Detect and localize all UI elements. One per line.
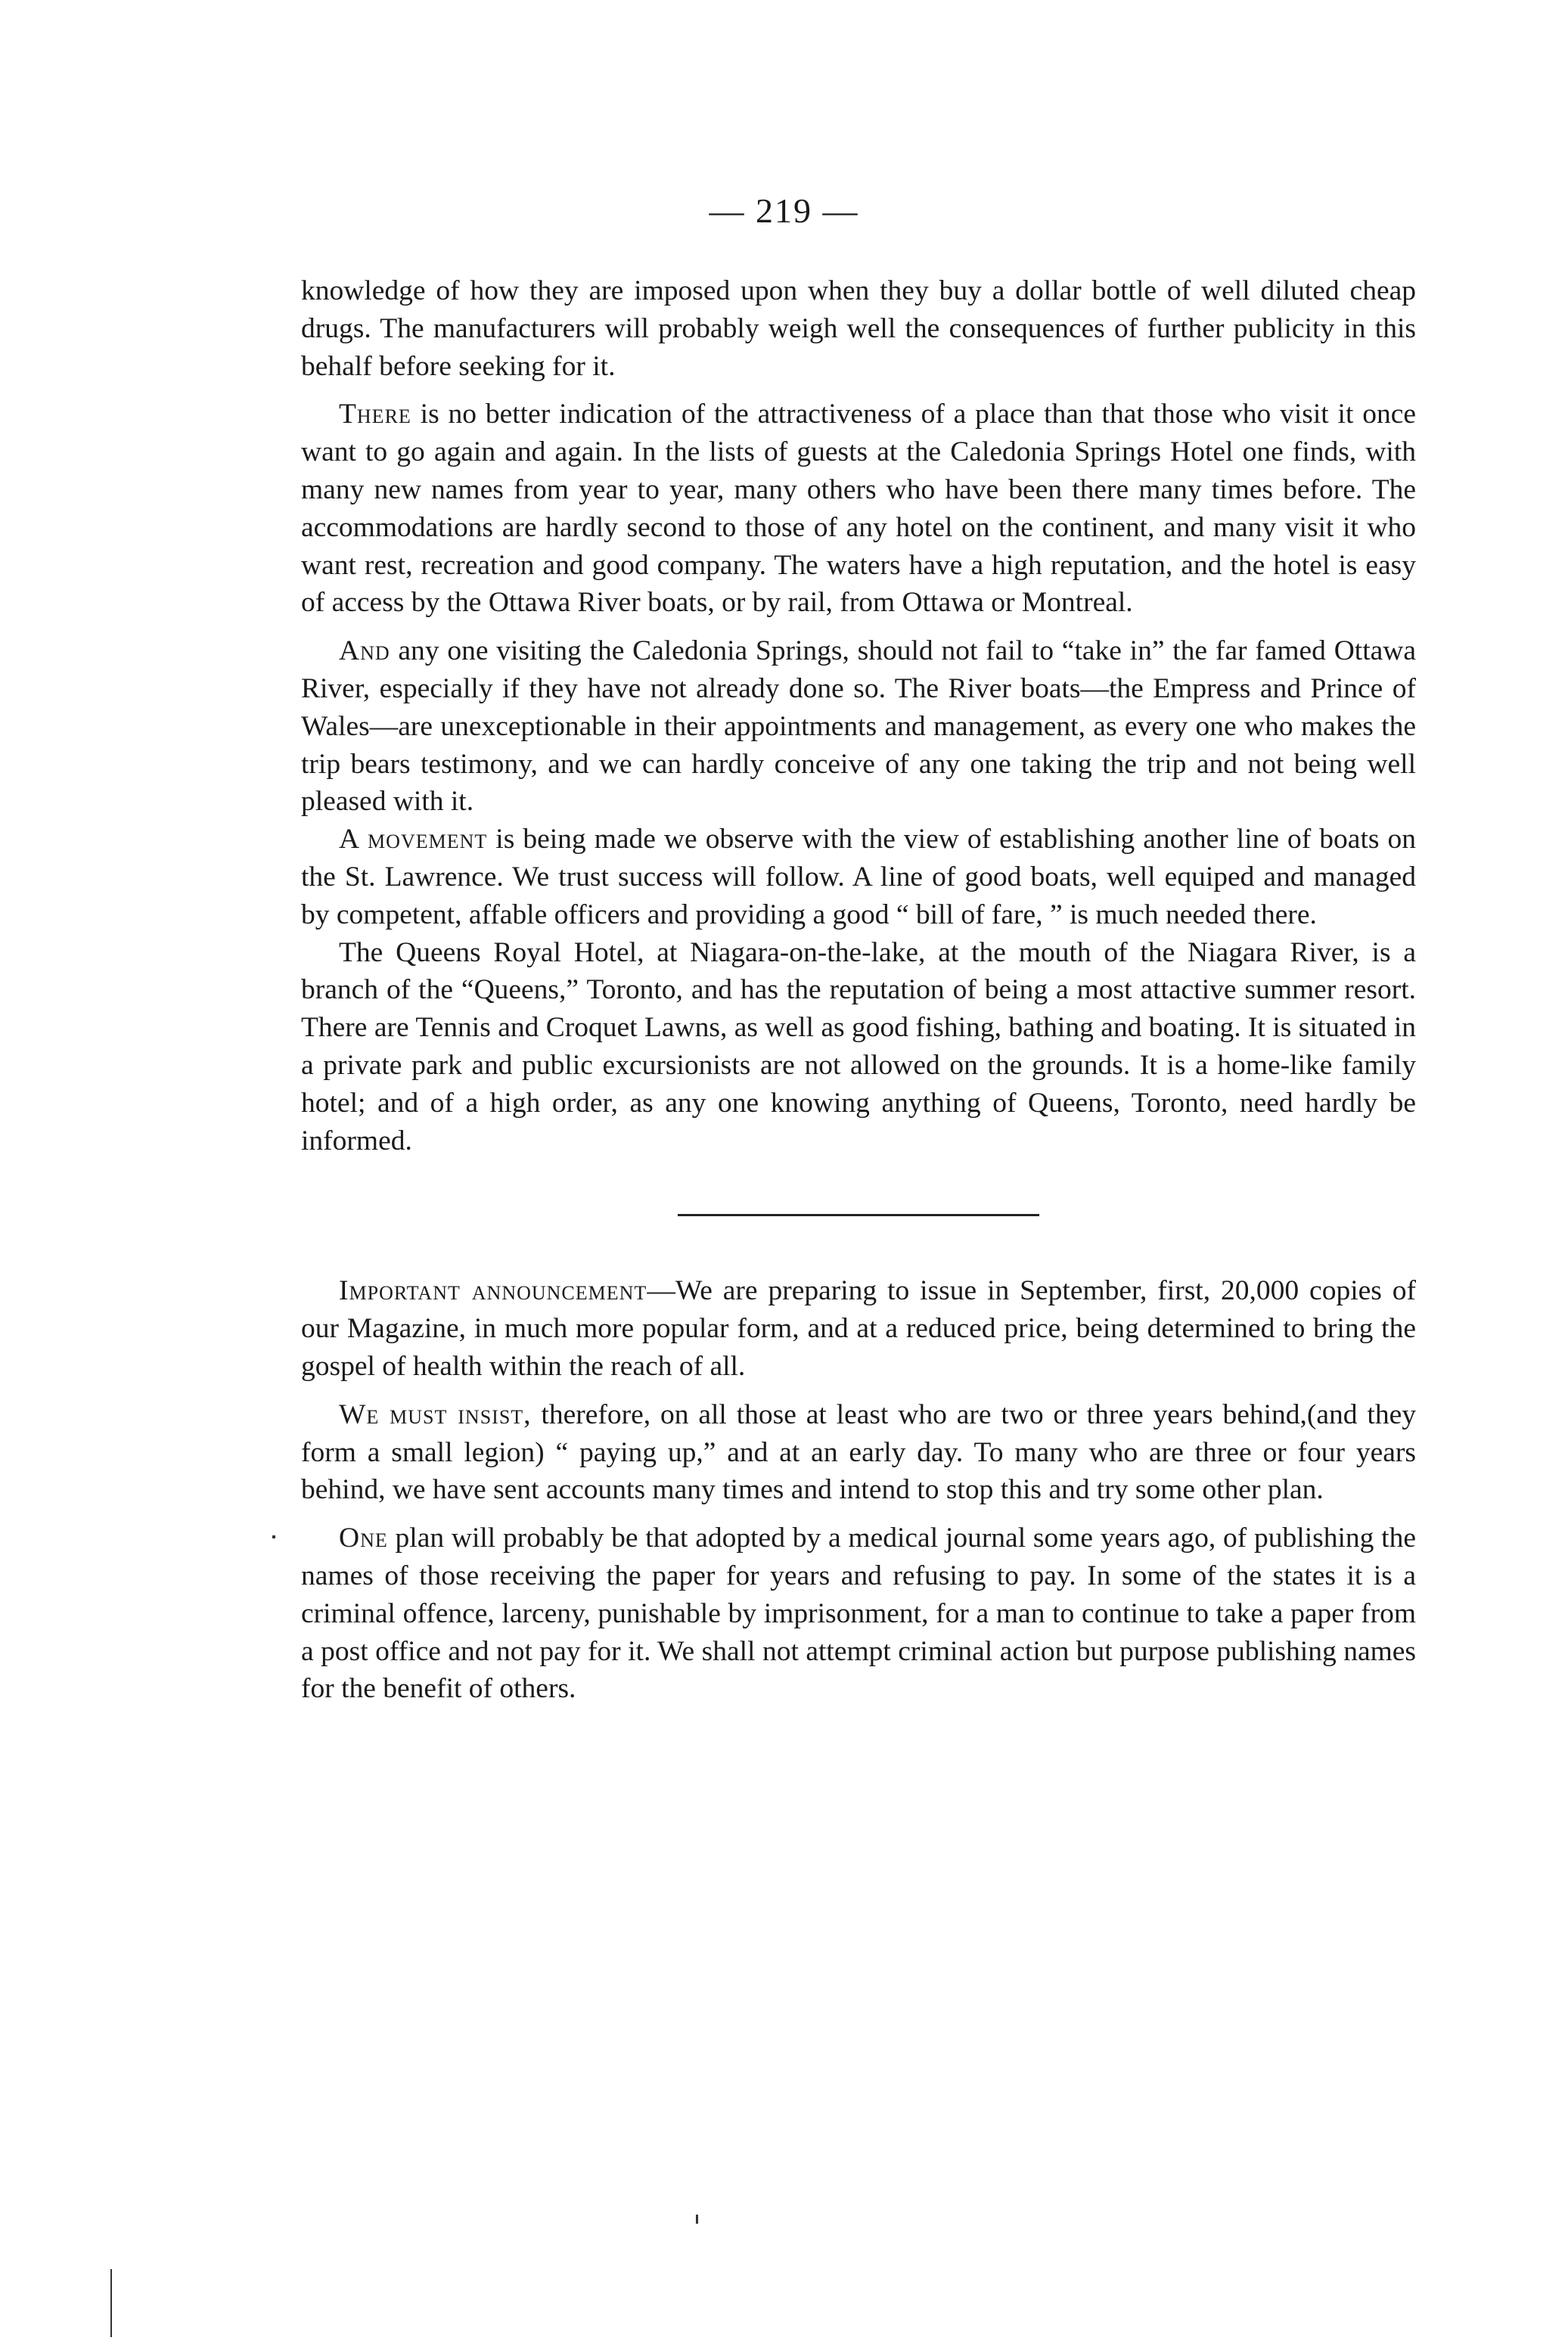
paragraph-must-insist <box>301 1396 1416 1509</box>
paragraph-lead: A movement <box>339 824 488 855</box>
margin-dot-mark <box>272 1535 275 1538</box>
text-column <box>301 272 1416 1708</box>
paragraph-st-lawrence-boats <box>301 821 1416 933</box>
paragraph-continuation <box>301 272 1416 385</box>
paragraph-lead: Important announcement <box>339 1275 647 1307</box>
page-number: — 219 — <box>709 191 859 230</box>
margin-tick-mark <box>696 2215 698 2224</box>
paragraph-text: —We are preparing to issue in September, first, 20,000 copies of our Magazine, in much more popular form, and at a reduced price, being determined to bring the gospel of health within the reach of all. <box>301 1275 1417 1382</box>
paragraph-ottawa-river <box>301 632 1416 821</box>
paragraph-lead: There <box>339 399 411 430</box>
paragraph-lead: One <box>339 1523 388 1554</box>
paragraph-text: any one visiting the Caledonia Springs, should not fail to “take in” the far famed Ottawa River, especially if they have not already done so. The River boats—the Empress and Prince of Wales—are unexceptionable in their appointments and management, as every one who makes the trip bears testimony, and we can hardly conceive of any one taking the trip and not being well pleased with it. <box>301 635 1416 818</box>
section-divider <box>678 1214 1039 1216</box>
paragraph-publishing-names <box>301 1520 1416 1708</box>
paragraph-important-announcement <box>301 1272 1416 1385</box>
paragraph-lead: We must insist, <box>339 1399 532 1430</box>
paragraph-text: is being made we observe with the view of establishing another line of boats on the St. Lawrence. We trust success will follow. A line of good boats, well equiped and managed by competent, affable officers and providing a good “ bill of fare, ” is much needed there. <box>301 824 1416 930</box>
paragraph-text: knowledge of how they are imposed upon when they buy a dollar bottle of well diluted cheap drugs. The manufacturers will probably weigh well the consequences of further publicity in this behalf before seeking for it. <box>301 275 1416 382</box>
paragraph-caledonia-springs <box>301 396 1416 622</box>
paragraph-text: is no better indication of the attractiveness of a place than that those who visit it once want to go again and again. In the lists of guests at the Caledonia Springs Hotel one finds, with many new names from year to year, many others who have been there many times before. The accommodations are hardly second to those of any hotel on the continent, and many visit it who want rest, recreation and good company. The waters have a high reputation, and the hotel is easy of access by the Ottawa River boats, or by rail, from Ottawa or Montreal. <box>301 399 1416 619</box>
paragraph-queens-royal-hotel <box>301 934 1416 1160</box>
paragraph-text: The Queens Royal Hotel, at Niagara-on-the-lake, at the mouth of the Niagara River, is a branch of the “Queens,” Toronto, and has the reputation of being a most attactive summer resort. There are Tennis and Croquet Lawns, as well as good fishing, bathing and boating. It is situated in a private park and public excursionists are not allowed on the grounds. It is a home-like family hotel; and of a high order, as any one knowing anything of Queens, Toronto, need hardly be informed. <box>301 936 1416 1156</box>
left-edge-binding-mark <box>110 2269 112 2337</box>
paragraph-text: plan will probably be that adopted by a medical journal some years ago, of publishing the names of those receiving the paper for years and refusing to pay. In some of the states it is a criminal offence, larceny, punishable by imprisonment, for a man to continue to take a paper from a post office and not pay for it. We shall not attempt criminal action but purpose publishing names for the benefit of others. <box>301 1523 1416 1705</box>
paragraph-text: therefore, on all those at least who are two or three years behind,(and they form a small legion) “ paying up,” and at an early day. To many who are three or four years behind, we have sent accounts many times and intend to stop this and try some other plan. <box>301 1399 1416 1506</box>
paragraph-lead: And <box>339 635 390 667</box>
